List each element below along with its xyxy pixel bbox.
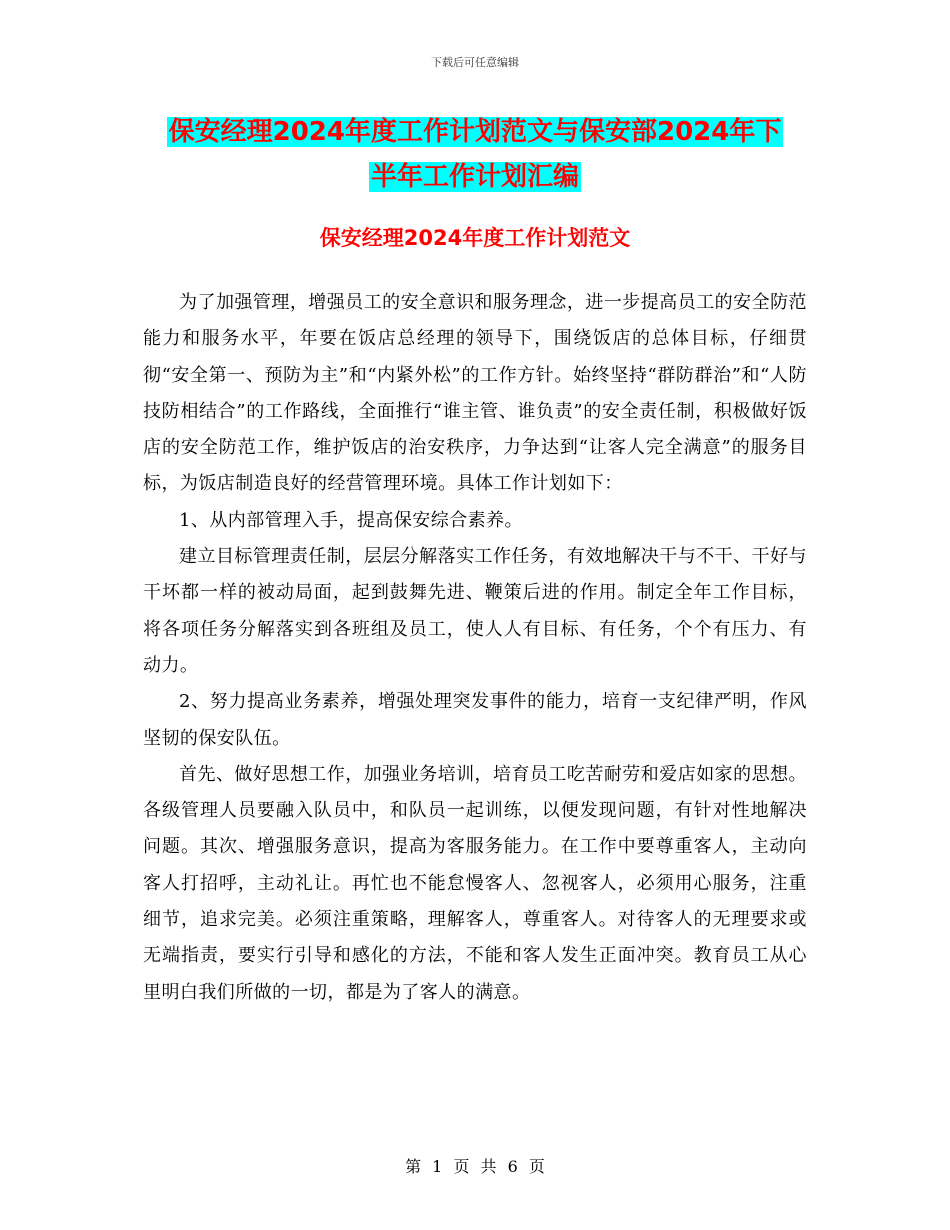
paragraph-intro: 为了加强管理，增强员工的安全意识和服务理念，进一步提高员工的安全防范能力和服务水平，年要在饭店总经理的领导下，围绕饭店的总体目标，仔细贯彻“安全第一、预防为主”和“内紧外松”的工作方针。始终坚持“群防群治”和“人防技防相结合”的工作路线，全面推行“谁主管、谁负责”的安全责任制，积极做好饭店的安全防范工作，维护饭店的治安秩序，力争达到“让客人完全满意”的服务目标，为饭店制造良好的经营管理环境。具体工作计划如下： <box>143 292 807 495</box>
document-title-line-2: 半年工作计划汇编 <box>370 162 579 192</box>
paragraph-item-2-heading: 2、努力提高业务素养，增强处理突发事件的能力，培育一支纪律严明，作风坚韧的保安队伍。 <box>143 691 807 749</box>
section-heading: 保安经理2024年度工作计划范文 <box>319 226 631 250</box>
document-title <box>0 110 950 200</box>
document-body <box>143 285 807 1011</box>
paragraph-item-1-body: 建立目标管理责任制，层层分解落实工作任务，有效地解决干与不干、干好与干坏都一样的被动局面，起到鼓舞先进、鞭策后进的作用。制定全年工作目标，将各项任务分解落实到各班组及员工，使人人有目标、有任务，个个有压力、有动力。 <box>143 546 807 676</box>
page-number-footer: 第 1 页 共 6 页 <box>405 1157 545 1176</box>
paragraph-item-1-heading: 1、从内部管理入手，提高保安综合素养。 <box>179 509 524 531</box>
page-header-note: 下载后可任意编辑 <box>431 56 519 69</box>
document-title-line-1: 保安经理2024年度工作计划范文与保安部2024年下 <box>168 117 782 147</box>
paragraph-item-2-body: 首先、做好思想工作，加强业务培训，培育员工吃苦耐劳和爱店如家的思想。各级管理人员要融入队员中，和队员一起训练，以便发现问题，有针对性地解决问题。其次、增强服务意识，提高为客服务能力。在工作中要尊重客人，主动向客人打招呼，主动礼让。再忙也不能怠慢客人、忽视客人，必须用心服务，注重细节，追求完美。必须注重策略，理解客人，尊重客人。对待客人的无理要求或无端指责，要实行引导和感化的方法，不能和客人发生正面冲突。教育员工从心里明白我们所做的一切，都是为了客人的满意。 <box>143 763 807 1003</box>
